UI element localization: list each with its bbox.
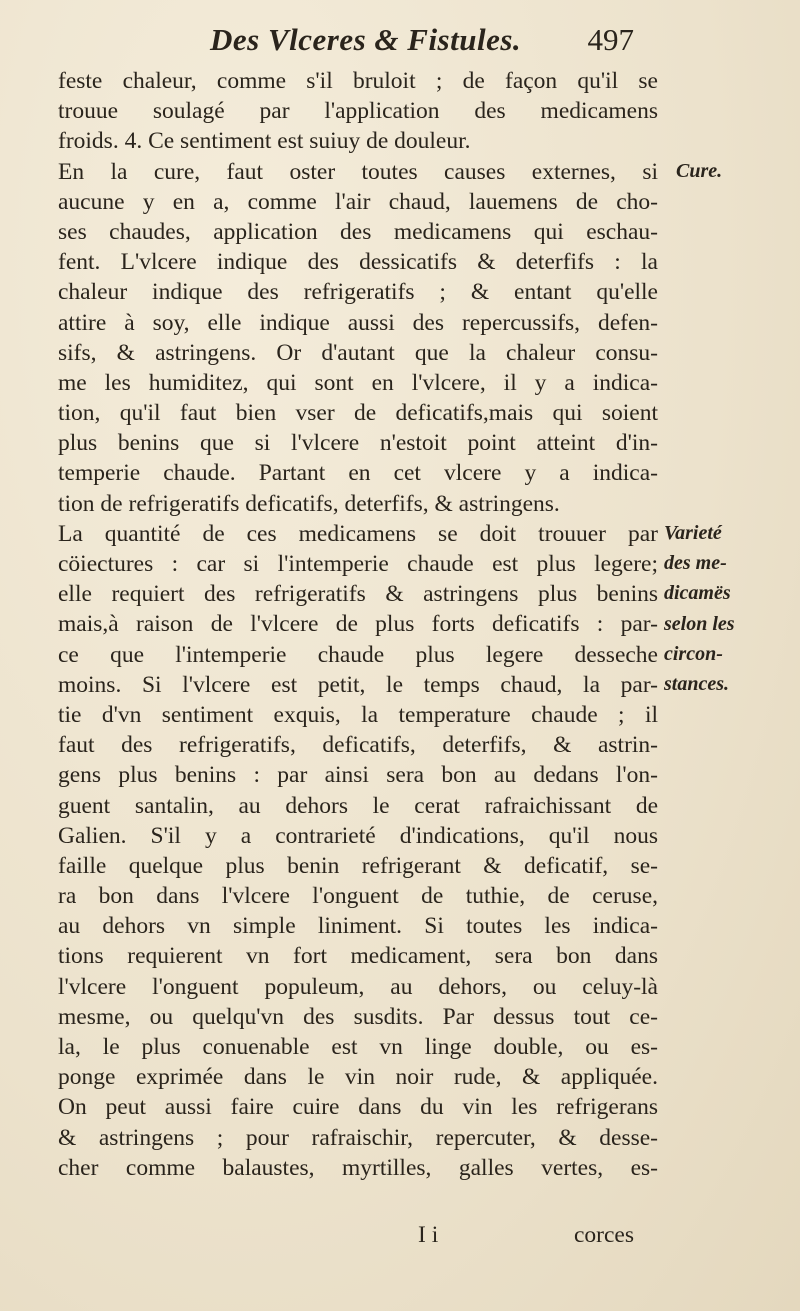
text-line: gens plus benins : par ainsi sera bon au dedans l'on-: [58, 762, 658, 789]
signature-mark: I i: [418, 1222, 439, 1248]
text-line: moins. Si l'vlcere est petit, le temps chaud, la par-: [58, 671, 658, 698]
text-line: ce que l'intemperie chaude plus legere desseche: [58, 641, 658, 668]
text-line: faut des refrigeratifs, deficatifs, deterfifs, & astrin-: [58, 732, 658, 759]
text-line: plus benins que si l'vlcere n'estoit point atteint d'in-: [58, 430, 658, 457]
text-line: sifs, & astringens. Or d'autant que la chaleur consu-: [58, 339, 658, 366]
text-line: tion, qu'il faut bien vser de deficatifs,mais qui soient: [58, 400, 658, 427]
text-line: trouue soulagé par l'application des medicamens: [58, 98, 658, 125]
text-line: la, le plus conuenable est vn linge double, ou es-: [58, 1034, 658, 1060]
text-line: cher comme balaustes, myrtilles, galles vertes, es-: [58, 1154, 658, 1181]
margin-note-line: selon les: [664, 612, 735, 635]
text-line: temperie chaude. Partant en cet vlcere y a indica-: [58, 460, 658, 487]
text-line: aucune y en a, comme l'air chaud, lauemens de cho-: [58, 188, 658, 215]
text-line: Galien. S'il y a contrarieté d'indications, qu'il nous: [58, 822, 658, 849]
margin-note-line: des me-: [664, 552, 727, 575]
text-line: mais,à raison de l'vlcere de plus forts deficatifs : par-: [58, 611, 658, 638]
text-line: me les humiditez, qui sont en l'vlcere, il y a indica-: [58, 369, 658, 396]
margin-note-cure: Cure.: [676, 160, 723, 182]
text-line: ponge exprimée dans le vin noir rude, & appliquée.: [58, 1064, 658, 1091]
page-header: [60, 18, 640, 64]
page-number: 497: [587, 22, 634, 57]
margin-note-line: Varieté: [664, 522, 722, 544]
text-line: tie d'vn sentiment exquis, la temperature chaude ; il: [58, 701, 658, 728]
text-line: feste chaleur, comme s'il bruloit ; de façon qu'il se: [58, 68, 658, 94]
body-text: [58, 66, 658, 1183]
text-line: elle requiert des refrigeratifs & astringens plus benins: [58, 581, 658, 608]
margin-note-line: stances.: [664, 672, 729, 695]
text-line: au dehors vn simple liniment. Si toutes les indica-: [58, 913, 658, 940]
page-footer: [58, 1222, 658, 1252]
catchword: corces: [574, 1222, 635, 1248]
text-line: & astringens ; pour rafraischir, repercuter, & desse-: [58, 1124, 658, 1151]
text-line: En la cure, faut oster toutes causes externes, si: [58, 158, 658, 185]
text-line: La quantité de ces medicamens se doit trouuer par: [58, 520, 658, 547]
text-line: faille quelque plus benin refrigerant & deficatif, se-: [58, 852, 658, 879]
text-line: tion de refrigeratifs deficatifs, deterfifs, & astringens.: [58, 490, 560, 517]
text-line: mesme, ou quelqu'vn des susdits. Par dessus tout ce-: [58, 1003, 658, 1030]
margin-note-variety: [664, 518, 774, 699]
text-line: attire à soy, elle indique aussi des repercussifs, defen-: [58, 309, 658, 336]
text-line: froids. 4. Ce sentiment est suiuy de douleur.: [58, 128, 471, 155]
text-line: cöiectures : car si l'intemperie chaude est plus legere;: [58, 551, 658, 577]
text-line: guent santalin, au dehors le cerat rafraichissant de: [58, 792, 658, 819]
margin-note-line: dicamës: [664, 582, 731, 605]
text-line: ses chaudes, application des medicamens qui eschau-: [58, 218, 658, 245]
margin-note-line: circon-: [664, 642, 723, 665]
text-line: ra bon dans l'vlcere l'onguent de tuthie, de ceruse,: [58, 883, 658, 910]
text-line: tions requierent vn fort medicament, sera bon dans: [58, 943, 658, 970]
running-title: Des Vlceres & Fistules.: [210, 22, 522, 57]
text-line: fent. L'vlcere indique des dessicatifs & deterfifs : la: [58, 249, 658, 276]
text-line: On peut aussi faire cuire dans du vin les refrigerans: [58, 1094, 658, 1121]
text-line: chaleur indique des refrigeratifs ; & entant qu'elle: [58, 279, 658, 306]
text-line: l'vlcere l'onguent populeum, au dehors, ou celuy-là: [58, 973, 658, 1000]
